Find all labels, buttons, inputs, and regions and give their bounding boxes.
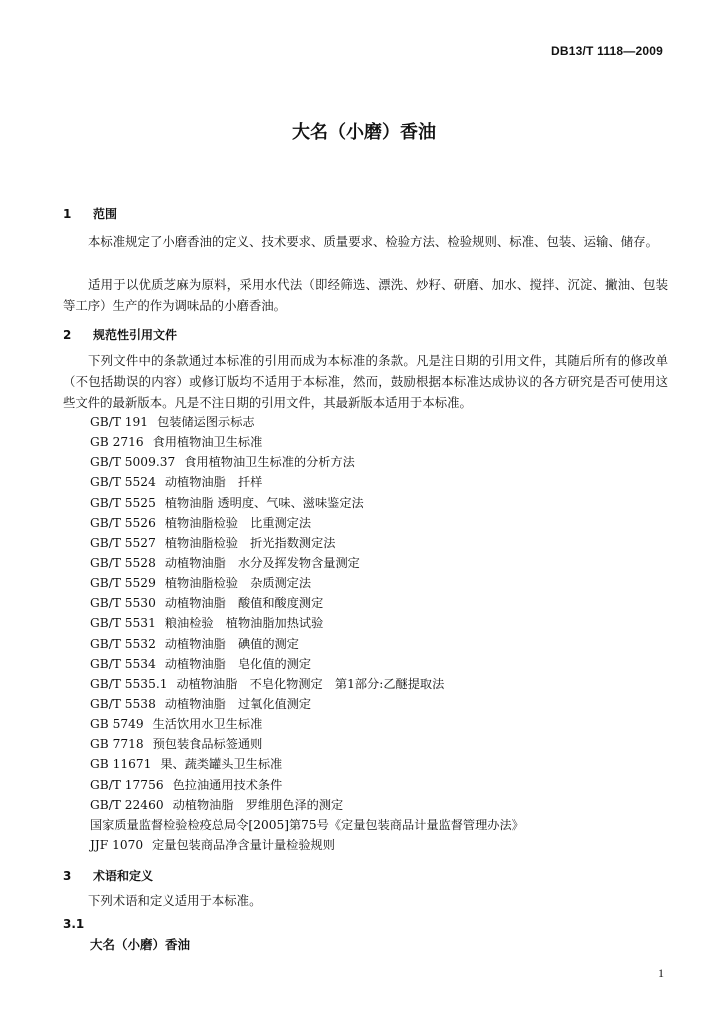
section-number: 2: [63, 328, 72, 342]
reference-code: JJF 1070: [90, 837, 144, 852]
section-title: 规范性引用文件: [93, 328, 178, 342]
term-name: 大名（小磨）香油: [90, 937, 191, 952]
reference-title: 动植物油脂 酸值和酸度测定: [164, 596, 324, 611]
normative-refs-intro: 下列文件中的条款通过本标准的引用而成为本标准的条款。凡是注日期的引用文件，其随后所有的修改单（不包括勘误的内容）或修订版均不适用于本标准，然而，鼓励根据本标准达成协议的各方研究是否可使用这些文件的最新版本。凡是不注日期的引用文件，其最新版本适用于本标准。: [63, 353, 668, 410]
reference-title: 粮油检验 植物油脂加热试验: [164, 616, 324, 631]
reference-code: GB/T 5529: [90, 576, 156, 591]
reference-list: [90, 412, 524, 855]
reference-item: [90, 533, 524, 553]
reference-title: 食用植物油卫生标准的分析方法: [184, 455, 355, 470]
reference-title: 果、蔬类罐头卫生标准: [160, 757, 283, 772]
reference-item: [90, 593, 524, 613]
section-title: 术语和定义: [93, 869, 154, 883]
reference-item: [90, 694, 524, 714]
reference-item: [90, 493, 524, 513]
reference-title: 预包装食品标签通则: [152, 737, 263, 752]
reference-title: 动植物油脂 罗维朋色泽的测定: [172, 797, 344, 812]
reference-title: 生活饮用水卫生标准: [152, 717, 263, 732]
reference-title: 包装储运图示标志: [157, 415, 255, 429]
document-code: DB13/T 1118—2009: [551, 44, 663, 58]
page-number: 1: [658, 966, 664, 980]
reference-item: [90, 835, 524, 855]
reference-item: [90, 513, 524, 533]
terms-intro: 下列术语和定义适用于本标准。: [88, 893, 262, 908]
reference-code: GB/T 5528: [90, 555, 156, 570]
reference-title: 《定量包装商品计量监督管理办法》: [328, 817, 524, 832]
reference-code: GB 5749: [90, 717, 144, 732]
reference-code: GB/T 5534: [90, 656, 156, 671]
reference-item: [90, 734, 524, 754]
reference-code: GB/T 5532: [90, 636, 156, 651]
reference-title: 植物油脂 透明度、气味、滋味鉴定法: [164, 495, 364, 510]
reference-code: GB/T 5535.1: [90, 676, 168, 691]
reference-code: GB/T 22460: [90, 797, 164, 812]
reference-title: 动植物油脂 皂化值的测定: [164, 656, 312, 671]
section-number: 3: [63, 869, 72, 883]
section-title: 范围: [93, 207, 118, 221]
reference-title: 动植物油脂 不皂化物测定 第1部分:乙醚提取法: [176, 676, 445, 691]
reference-item: [90, 573, 524, 593]
reference-title: 定量包装商品净含量计量检验规则: [152, 837, 335, 852]
reference-item: [90, 634, 524, 654]
reference-title: 动植物油脂 过氧化值测定: [164, 696, 312, 711]
reference-code: GB/T 5530: [90, 596, 156, 611]
reference-code: GB 7718: [90, 737, 144, 752]
reference-code: GB/T 5525: [90, 495, 156, 510]
reference-title: 动植物油脂 扦样: [164, 475, 263, 490]
reference-code: GB 11671: [90, 757, 152, 772]
reference-code: GB/T 191: [90, 415, 149, 429]
reference-item: [90, 714, 524, 734]
reference-code: GB/T 5538: [90, 696, 156, 711]
reference-item: [90, 815, 524, 835]
reference-code: GB/T 5524: [90, 475, 156, 490]
reference-title: 植物油脂检验 折光指数测定法: [164, 535, 336, 550]
reference-code: GB/T 5531: [90, 616, 156, 631]
scope-paragraph-1: 本标准规定了小磨香油的定义、技术要求、质量要求、检验方法、检验规则、标准、包装、运输、储存。: [88, 234, 658, 249]
reference-item: [90, 775, 524, 795]
reference-item: [90, 674, 524, 694]
reference-title: 动植物油脂 水分及挥发物含量测定: [164, 555, 360, 570]
reference-item: [90, 654, 524, 674]
section-3-heading: [63, 867, 153, 884]
reference-code: GB/T 17756: [90, 777, 164, 792]
reference-code: GB/T 5527: [90, 535, 156, 550]
section-number: 1: [63, 207, 72, 221]
reference-code: GB 2716: [90, 435, 144, 450]
section-1-heading: [63, 205, 117, 222]
reference-title: 食用植物油卫生标准: [152, 435, 263, 450]
reference-item: [90, 553, 524, 573]
reference-code: 国家质量监督检验检疫总局令[2005]第75号: [90, 817, 329, 832]
document-title: 大名（小磨）香油: [292, 122, 436, 143]
reference-item: [90, 412, 524, 432]
reference-item: [90, 613, 524, 633]
reference-title: 植物油脂检验 杂质测定法: [164, 576, 312, 591]
reference-title: 动植物油脂 碘值的测定: [164, 636, 299, 651]
reference-code: GB/T 5526: [90, 515, 156, 530]
reference-item: [90, 795, 524, 815]
reference-title: 色拉油通用技术条件: [172, 777, 283, 792]
reference-title: 植物油脂检验 比重测定法: [164, 515, 312, 530]
subsection-number: 3.1: [63, 917, 85, 931]
reference-code: GB/T 5009.37: [90, 455, 176, 470]
reference-item: [90, 432, 524, 452]
reference-item: [90, 754, 524, 774]
scope-paragraph-2: 适用于以优质芝麻为原料，采用水代法（即经筛选、漂洗、炒籽、研磨、加水、搅拌、沉淀、撇油、包装等工序）生产的作为调味品的小磨香油。: [63, 277, 668, 313]
section-2-heading: [63, 326, 177, 343]
reference-item: [90, 452, 524, 472]
reference-item: [90, 472, 524, 492]
